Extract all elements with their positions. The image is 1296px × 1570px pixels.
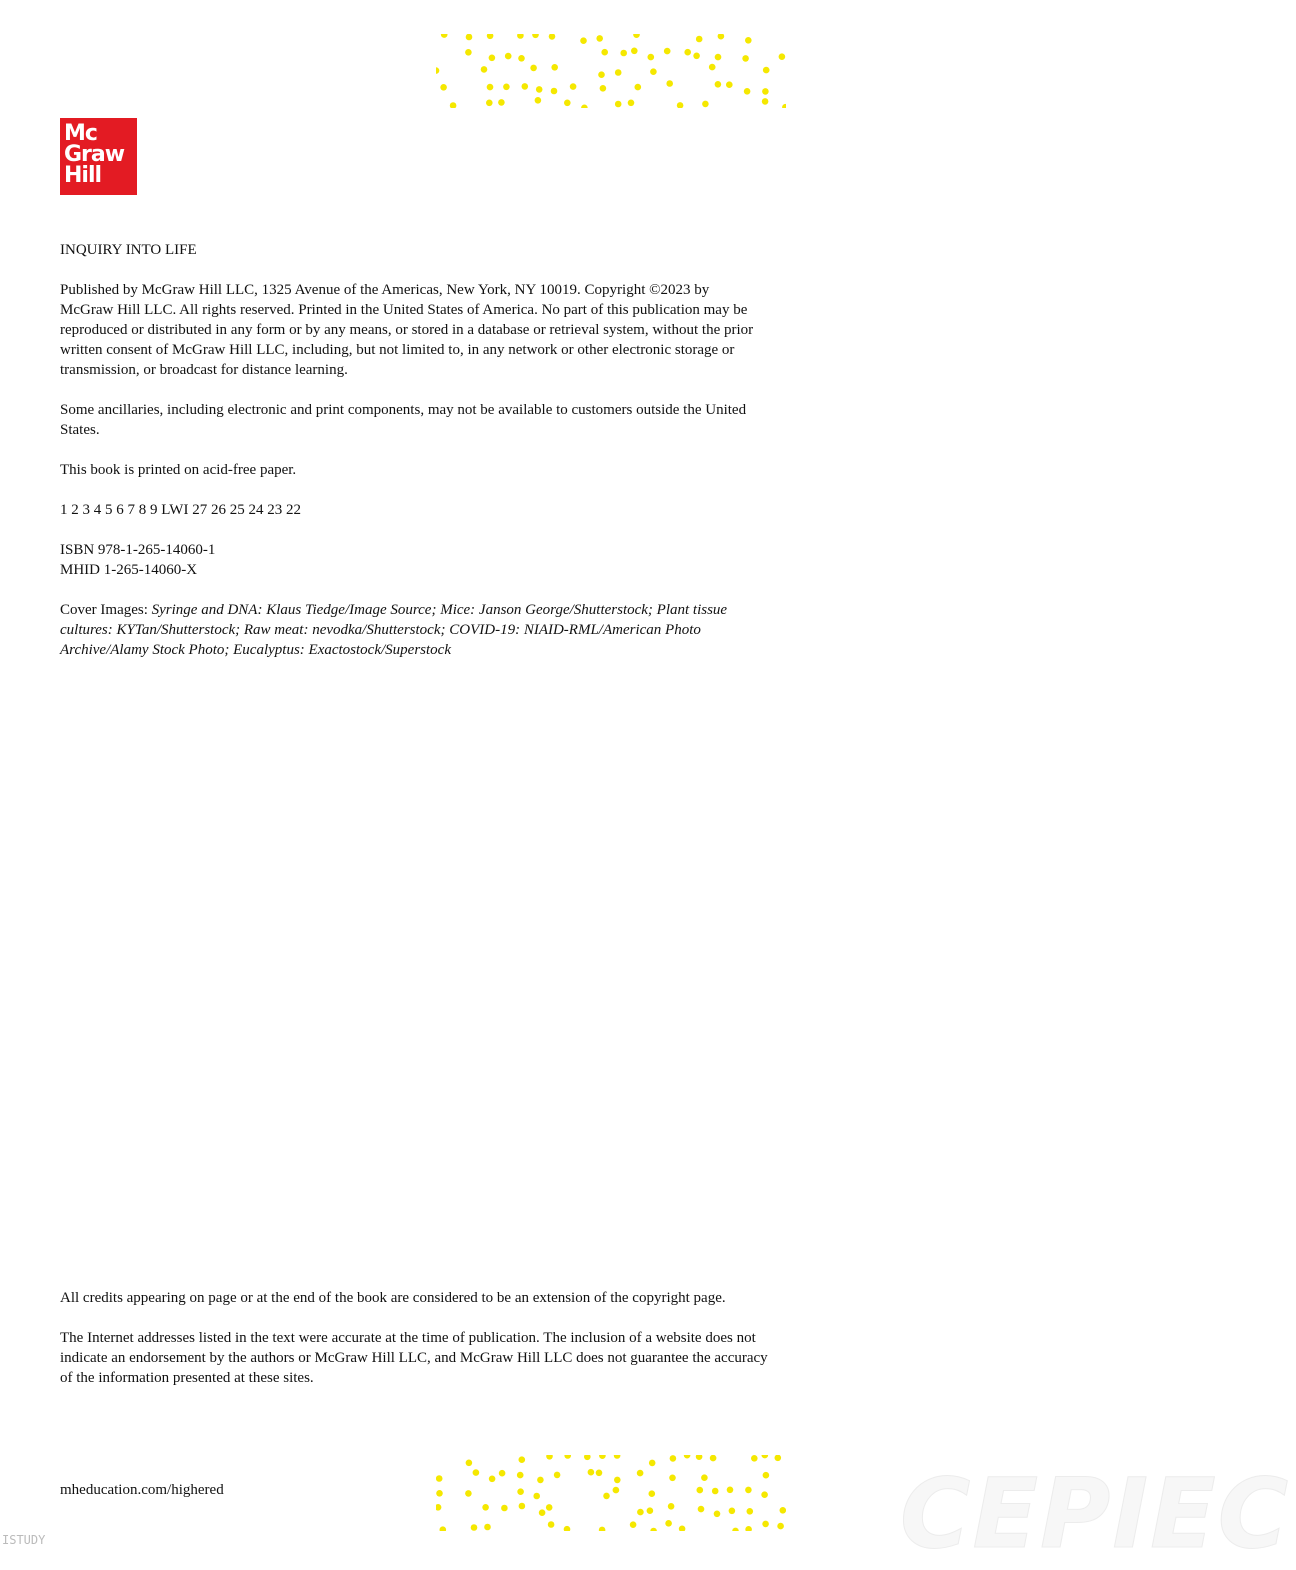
decorative-dot: [669, 1475, 676, 1482]
decorative-dot: [501, 1505, 508, 1512]
decorative-dot: [564, 1526, 571, 1531]
decorative-dot: [637, 1470, 644, 1477]
decorative-dot: [548, 1521, 555, 1528]
decorative-dot: [633, 34, 640, 38]
decorative-dot: [697, 1487, 704, 1494]
decorative-dot: [517, 34, 524, 39]
mcgraw-hill-logo: [60, 118, 137, 195]
decorative-dot: [598, 71, 605, 78]
decorative-dot: [684, 49, 691, 56]
decorative-dot: [517, 1472, 524, 1479]
decorative-dot: [530, 65, 537, 72]
decorative-dot: [481, 66, 488, 73]
decorative-dot: [745, 37, 752, 44]
decorative-dot: [732, 1528, 739, 1531]
credits-paragraph: All credits appearing on page or at the end of the book are considered to be an extension of the copyright page.: [60, 1290, 726, 1306]
decorative-dot: [436, 1504, 441, 1511]
decorative-dot: [762, 98, 769, 105]
decorative-dot: [532, 34, 539, 38]
decorative-dot: [762, 88, 769, 95]
book-title: INQUIRY INTO LIFE: [60, 242, 197, 258]
cover-images-list: Syringe and DNA: Klaus Tiedge/Image Source; Mice: Janson George/Shutterstock; Plant tissue cultures: KYTan/Shutterstock; Raw meat: nevodka/Shutterstock; COVID-19: NIAID-RML/American Photo Archive/Alamy Stock Photo; Eucalyptus: Exactostock/Superstock: [60, 602, 728, 658]
decorative-dot: [465, 1490, 472, 1497]
decorative-dot: [519, 1503, 526, 1510]
decorative-dot: [718, 34, 725, 40]
decorative-dot: [727, 1487, 734, 1494]
isbn-block: [60, 540, 215, 580]
decorative-dot: [570, 83, 577, 90]
decorative-dot: [473, 1469, 480, 1476]
decorative-dot: [584, 1455, 591, 1460]
decorative-dot: [761, 1491, 768, 1498]
decorative-dot: [684, 1455, 691, 1459]
decorative-dot: [745, 1526, 752, 1531]
decorative-dot: [628, 100, 635, 107]
print-line: 1 2 3 4 5 6 7 8 9 LWI 27 26 25 24 23 22: [60, 502, 301, 518]
decorative-dot: [702, 101, 709, 108]
decorative-dot: [715, 81, 722, 88]
decorative-dot: [533, 1493, 540, 1500]
decorative-dot: [763, 1472, 770, 1479]
ancillaries-paragraph: Some ancillaries, including electronic and print components, may not be available to customers outside the United States.: [60, 402, 747, 438]
decorative-dot: [581, 105, 588, 109]
decorative-dot: [440, 1526, 447, 1531]
decorative-dot: [664, 48, 671, 55]
top-dot-pattern: [436, 34, 786, 108]
decorative-dot: [588, 1469, 595, 1476]
decorative-dot: [701, 1474, 708, 1481]
decorative-dot: [486, 100, 493, 107]
decorative-dot: [726, 81, 733, 88]
watermark-logo: CEPIEC: [900, 1458, 1291, 1570]
decorative-dot: [505, 53, 512, 60]
decorative-dot: [564, 1455, 571, 1459]
decorative-dot: [630, 1521, 637, 1528]
decorative-dot: [709, 64, 716, 71]
decorative-dot: [777, 1523, 784, 1530]
decorative-dot: [599, 1527, 606, 1531]
decorative-dot: [742, 55, 749, 62]
decorative-dot: [499, 1470, 506, 1477]
decorative-dot: [596, 35, 603, 42]
decorative-dot: [564, 100, 571, 107]
decorative-dot: [580, 37, 587, 44]
decorative-dot: [436, 1475, 443, 1482]
decorative-dot: [450, 102, 457, 108]
bottom-dots-svg: [436, 1455, 786, 1531]
decorative-dot: [522, 83, 529, 90]
decorative-dot: [596, 1470, 603, 1477]
decorative-dot: [763, 67, 770, 74]
corner-stamp: ISTUDY: [2, 1533, 46, 1547]
decorative-dot: [751, 1455, 758, 1462]
decorative-dot: [696, 36, 703, 43]
cover-images-label: Cover Images:: [60, 602, 152, 618]
decorative-dot: [535, 97, 542, 104]
logo-line-3: Hill: [64, 163, 102, 188]
decorative-dot: [436, 67, 439, 74]
decorative-dot: [712, 1488, 719, 1495]
decorative-dot: [637, 1509, 644, 1516]
decorative-dot: [549, 34, 556, 40]
logo-line-2: Graw: [64, 142, 125, 167]
decorative-dot: [503, 84, 510, 91]
decorative-dot: [729, 1508, 736, 1515]
decorative-dot: [648, 54, 655, 61]
decorative-dot: [665, 1520, 672, 1527]
decorative-dot: [551, 88, 558, 95]
decorative-dot: [631, 48, 638, 55]
cover-images-credits: [60, 600, 760, 660]
decorative-dot: [466, 34, 473, 40]
decorative-dot: [489, 1476, 496, 1483]
decorative-dot: [517, 1488, 524, 1495]
decorative-dot: [482, 1504, 489, 1511]
website-link[interactable]: mheducation.com/highered: [60, 1482, 224, 1498]
top-dots-svg: [436, 34, 786, 108]
decorative-dot: [539, 1509, 546, 1516]
decorative-dot: [600, 85, 607, 92]
decorative-dot: [775, 1455, 782, 1461]
decorative-dot: [554, 1472, 561, 1479]
decorative-dot: [613, 1487, 620, 1494]
decorative-dot: [614, 1455, 621, 1459]
decorative-dot: [465, 49, 472, 56]
decorative-dot: [601, 49, 608, 56]
decorative-dot: [647, 1507, 654, 1514]
decorative-dot: [603, 1493, 610, 1500]
decorative-dot: [489, 55, 496, 62]
decorative-dot: [762, 1455, 769, 1458]
decorative-dot: [762, 1521, 769, 1528]
decorative-dot: [747, 1508, 754, 1515]
decorative-dot: [599, 1455, 606, 1459]
decorative-dot: [744, 88, 751, 95]
decorative-dot: [696, 1455, 703, 1460]
decorative-dot: [519, 1456, 526, 1463]
decorative-dot: [436, 1490, 443, 1497]
internet-paragraph: The Internet addresses listed in the text were accurate at the time of publication. The inclusion of a website does not indicate an endorsement by the authors or McGraw Hill LLC, and McGraw Hill LLC does not guarantee the accuracy of the information presented at these sites.: [60, 1330, 768, 1386]
decorative-dot: [780, 1507, 787, 1514]
copyright-paragraph: Published by McGraw Hill LLC, 1325 Avenue of the Americas, New York, NY 10019. Copyright ©2023 by McGraw Hill LLC. All rights reserved. Printed in the United States of America. No part of this publication may be reproduced or distributed in any form or by any means, or stored in a database or retrieval system, without the prior written consent of McGraw Hill LLC, including, but not limited to, in any network or other electronic storage or transmission, or broadcast for distance learning.: [60, 282, 754, 378]
mhid: MHID 1-265-14060-X: [60, 562, 198, 578]
decorative-dot: [615, 69, 622, 76]
decorative-dot: [666, 80, 673, 87]
decorative-dot: [714, 1511, 721, 1518]
decorative-dot: [487, 34, 494, 39]
decorative-dot: [615, 101, 622, 108]
decorative-dot: [668, 1503, 675, 1510]
bottom-dot-pattern: [436, 1455, 786, 1531]
decorative-dot: [649, 1490, 656, 1497]
decorative-dot: [441, 34, 448, 38]
isbn: ISBN 978-1-265-14060-1: [60, 542, 216, 558]
decorative-dot: [546, 1504, 553, 1511]
decorative-dot: [650, 1528, 657, 1531]
decorative-dot: [670, 1455, 677, 1462]
decorative-dot: [650, 68, 657, 75]
decorative-dot: [649, 1460, 656, 1467]
decorative-dot: [440, 84, 447, 91]
decorative-dot: [484, 1524, 491, 1531]
decorative-dot: [745, 1487, 752, 1494]
decorative-dot: [635, 84, 642, 91]
decorative-dot: [546, 1455, 553, 1460]
paper-note: This book is printed on acid-free paper.: [60, 462, 297, 478]
decorative-dot: [779, 53, 786, 60]
decorative-dot: [698, 1506, 705, 1513]
decorative-dot: [466, 1460, 473, 1467]
decorative-dot: [471, 1524, 478, 1531]
decorative-dot: [782, 104, 786, 108]
decorative-dot: [620, 50, 627, 57]
decorative-dot: [487, 84, 494, 91]
logo-line-1: Mc: [64, 121, 97, 146]
decorative-dot: [551, 64, 558, 71]
decorative-dot: [677, 102, 684, 108]
decorative-dot: [693, 53, 700, 60]
decorative-dot: [498, 99, 505, 106]
decorative-dot: [536, 86, 543, 93]
decorative-dot: [710, 1455, 717, 1461]
decorative-dot: [614, 1477, 621, 1484]
decorative-dot: [537, 1477, 544, 1484]
decorative-dot: [715, 54, 722, 61]
decorative-dot: [518, 55, 525, 62]
decorative-dot: [679, 1526, 686, 1532]
